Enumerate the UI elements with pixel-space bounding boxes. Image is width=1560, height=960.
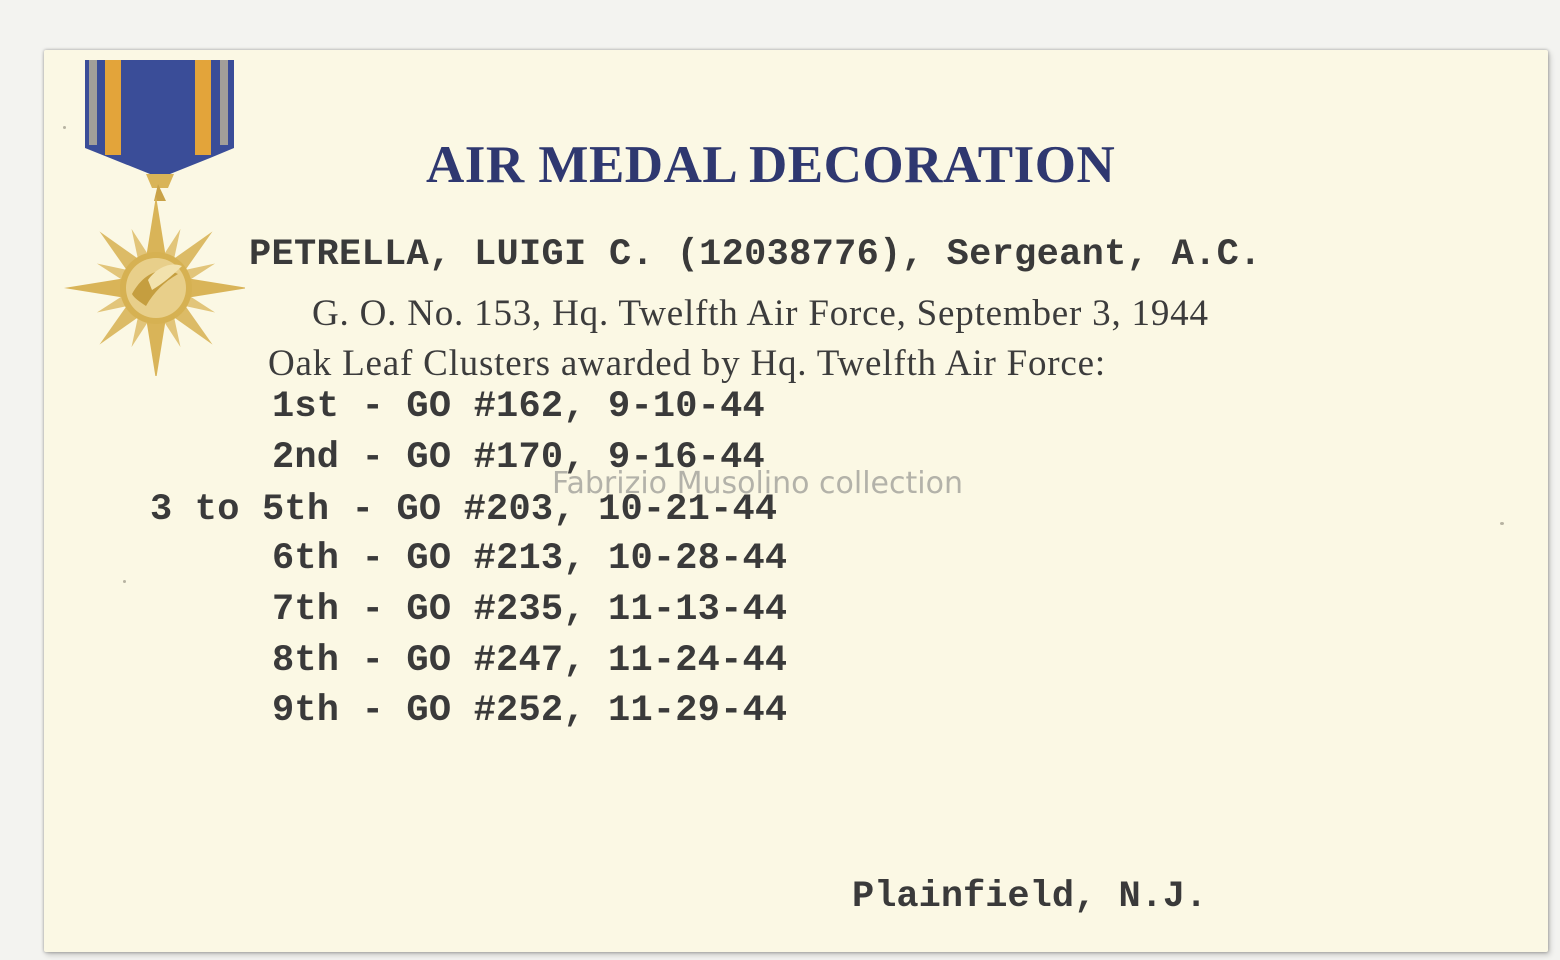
cluster-entry: 6th - GO #213, 10-28-44: [272, 538, 788, 580]
cluster-entry: 9th - GO #252, 11-29-44: [272, 690, 788, 732]
paper-speck: [1500, 522, 1504, 525]
paper-speck: [63, 126, 66, 129]
card-title: AIR MEDAL DECORATION: [426, 136, 1116, 194]
cluster-entry: 1st - GO #162, 9-10-44: [272, 386, 765, 428]
cluster-entry: 2nd - GO #170, 9-16-44: [272, 437, 765, 479]
oak-leaf-heading: Oak Leaf Clusters awarded by Hq. Twelfth Air Force:: [268, 343, 1106, 384]
collection-watermark: Fabrizio Musolino collection: [552, 466, 963, 501]
paper-speck: [123, 580, 126, 583]
recipient-name-line: PETRELLA, LUIGI C. (12038776), Sergeant, A.C.: [249, 234, 1262, 276]
cluster-entry: 8th - GO #247, 11-24-44: [272, 640, 788, 682]
general-order-line: G. O. No. 153, Hq. Twelfth Air Force, September 3, 1944: [312, 293, 1209, 334]
place-line: Plainfield, N.J.: [852, 876, 1208, 918]
cluster-entry: 3 to 5th - GO #203, 10-21-44: [150, 489, 778, 531]
air-medal-icon: [60, 56, 245, 376]
cluster-entry: 7th - GO #235, 11-13-44: [272, 589, 788, 631]
